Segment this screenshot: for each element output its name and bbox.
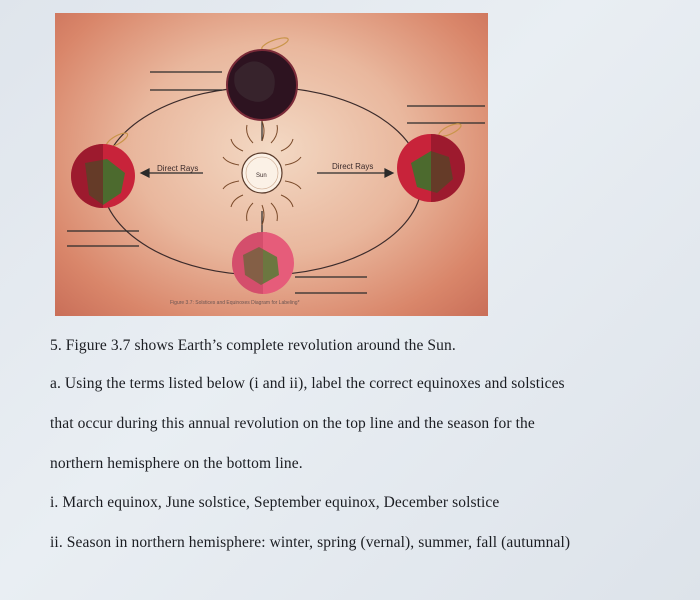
question-instruction-line-1: a. Using the terms listed below (i and ii), label the correct equinoxes and solstices xyxy=(50,375,565,392)
orbit-svg xyxy=(55,13,488,316)
earth-right-icon xyxy=(397,121,465,202)
question-title: 5. Figure 3.7 shows Earth’s complete revolution around the Sun. xyxy=(50,337,456,354)
question-instruction-line-3: northern hemisphere on the bottom line. xyxy=(50,455,303,472)
figure-caption: Figure 3.7: Solstices and Equinoxes Diagram for Labeling* xyxy=(170,300,300,306)
right-arrowhead xyxy=(385,169,393,177)
left-arrowhead xyxy=(141,169,149,177)
question-instruction-line-2: that occur during this annual revolution on the top line and the season for the xyxy=(50,415,535,432)
earth-left-icon xyxy=(71,131,135,208)
earth-bottom-icon xyxy=(232,232,294,294)
term-list-i: i. March equinox, June solstice, September equinox, December solstice xyxy=(50,494,500,511)
term-list-ii: ii. Season in northern hemisphere: winter, spring (vernal), summer, fall (autumnal) xyxy=(50,534,571,551)
sun-label: Sun xyxy=(256,173,267,179)
orbit-diagram xyxy=(55,13,488,316)
left-direct-rays-label: Direct Rays xyxy=(157,164,199,173)
earth-top-icon xyxy=(227,35,297,120)
right-direct-rays-label: Direct Rays xyxy=(332,162,374,171)
